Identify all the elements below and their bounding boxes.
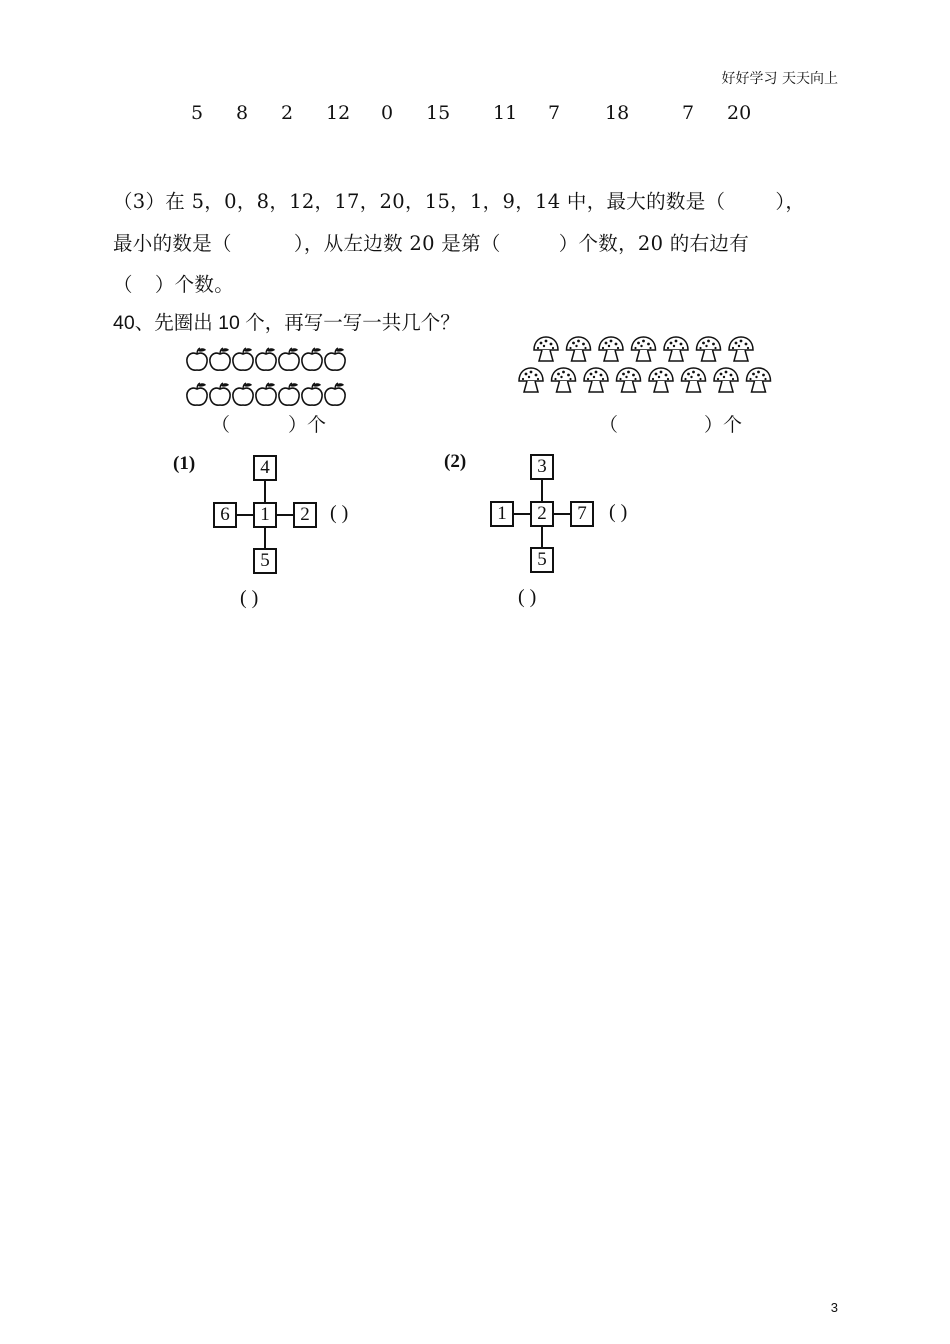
apple-icon[interactable] xyxy=(233,348,253,370)
puzzle-cell-center: 1 xyxy=(253,502,277,528)
apple-icon[interactable] xyxy=(279,383,299,405)
puzzle-cell-top: 3 xyxy=(530,454,554,480)
number-item: 7 xyxy=(682,102,695,124)
question-3-line3: （ ）个数。 xyxy=(113,273,235,296)
mushroom-icon[interactable] xyxy=(729,337,753,361)
apple-icon[interactable] xyxy=(233,383,253,405)
apple-group xyxy=(183,345,348,411)
mushroom-icon[interactable] xyxy=(649,368,673,392)
mushroom-icon[interactable] xyxy=(617,368,641,392)
mushroom-icon[interactable] xyxy=(584,368,608,392)
mushroom-icon[interactable] xyxy=(682,368,706,392)
mushroom-icon[interactable] xyxy=(664,337,688,361)
number-item: 0 xyxy=(381,102,394,124)
number-item: 20 xyxy=(727,102,752,124)
number-item: 7 xyxy=(548,102,561,124)
puzzle-cell-right: 7 xyxy=(570,501,594,527)
number-item: 8 xyxy=(236,102,249,124)
apple-icon[interactable] xyxy=(279,348,299,370)
puzzle-cell-top: 4 xyxy=(253,455,277,481)
number-item: 2 xyxy=(281,102,294,124)
apple-icon[interactable] xyxy=(256,383,276,405)
number-item: 11 xyxy=(493,102,518,124)
mushroom-icon[interactable] xyxy=(747,368,771,392)
apple-answer-blank[interactable]: （ ）个 xyxy=(211,414,327,436)
mushroom-icon[interactable] xyxy=(534,337,558,361)
puzzle-cell-left: 6 xyxy=(213,502,237,528)
question-3-line2: 最小的数是（ ），从左边数 20 是第（ ）个数，20 的右边有 xyxy=(113,232,749,255)
apple-icon[interactable] xyxy=(256,348,276,370)
puzzle-label: (1) xyxy=(173,453,196,474)
question-40-title: 40、先圈出 10 个，再写一写一共几个？ xyxy=(113,312,460,334)
mushroom-icon[interactable] xyxy=(632,337,656,361)
puzzle-side-answer[interactable]: ( ) xyxy=(609,501,628,523)
apple-icon[interactable] xyxy=(325,383,345,405)
mushroom-answer-blank[interactable]: （ ）个 xyxy=(599,414,743,436)
puzzle-cell-bottom: 5 xyxy=(530,547,554,573)
mushroom-group xyxy=(513,335,778,397)
puzzle-cell-left: 1 xyxy=(490,501,514,527)
puzzle-side-answer[interactable]: ( ) xyxy=(330,502,349,524)
apple-icon[interactable] xyxy=(302,383,322,405)
apple-icon[interactable] xyxy=(210,348,230,370)
apple-icon[interactable] xyxy=(210,383,230,405)
puzzle-bottom-answer[interactable]: ( ) xyxy=(240,587,259,609)
mushroom-icon[interactable] xyxy=(567,337,591,361)
mushroom-icon[interactable] xyxy=(714,368,738,392)
mushroom-icon[interactable] xyxy=(697,337,721,361)
mushroom-icon[interactable] xyxy=(599,337,623,361)
number-item: 5 xyxy=(191,102,204,124)
apple-icon[interactable] xyxy=(325,348,345,370)
question-3-line1: （3）在 5，0，8，12，17，20，15，1，9，14 中，最大的数是（ ）， xyxy=(113,190,806,213)
puzzle-cell-bottom: 5 xyxy=(253,548,277,574)
number-item: 12 xyxy=(326,102,351,124)
apple-icon[interactable] xyxy=(187,348,207,370)
puzzle-cell-center: 2 xyxy=(530,501,554,527)
apple-icon[interactable] xyxy=(187,383,207,405)
number-row xyxy=(0,102,950,130)
number-item: 15 xyxy=(426,102,451,124)
page-number: 3 xyxy=(830,1300,838,1315)
puzzle-bottom-answer[interactable]: ( ) xyxy=(518,586,537,608)
header-motto: 好好学习 天天向上 xyxy=(721,71,838,87)
puzzle-cell-right: 2 xyxy=(293,502,317,528)
mushroom-icon[interactable] xyxy=(552,368,576,392)
apple-icon[interactable] xyxy=(302,348,322,370)
mushroom-icon[interactable] xyxy=(519,368,543,392)
number-item: 18 xyxy=(605,102,630,124)
puzzle-label: (2) xyxy=(444,451,467,472)
